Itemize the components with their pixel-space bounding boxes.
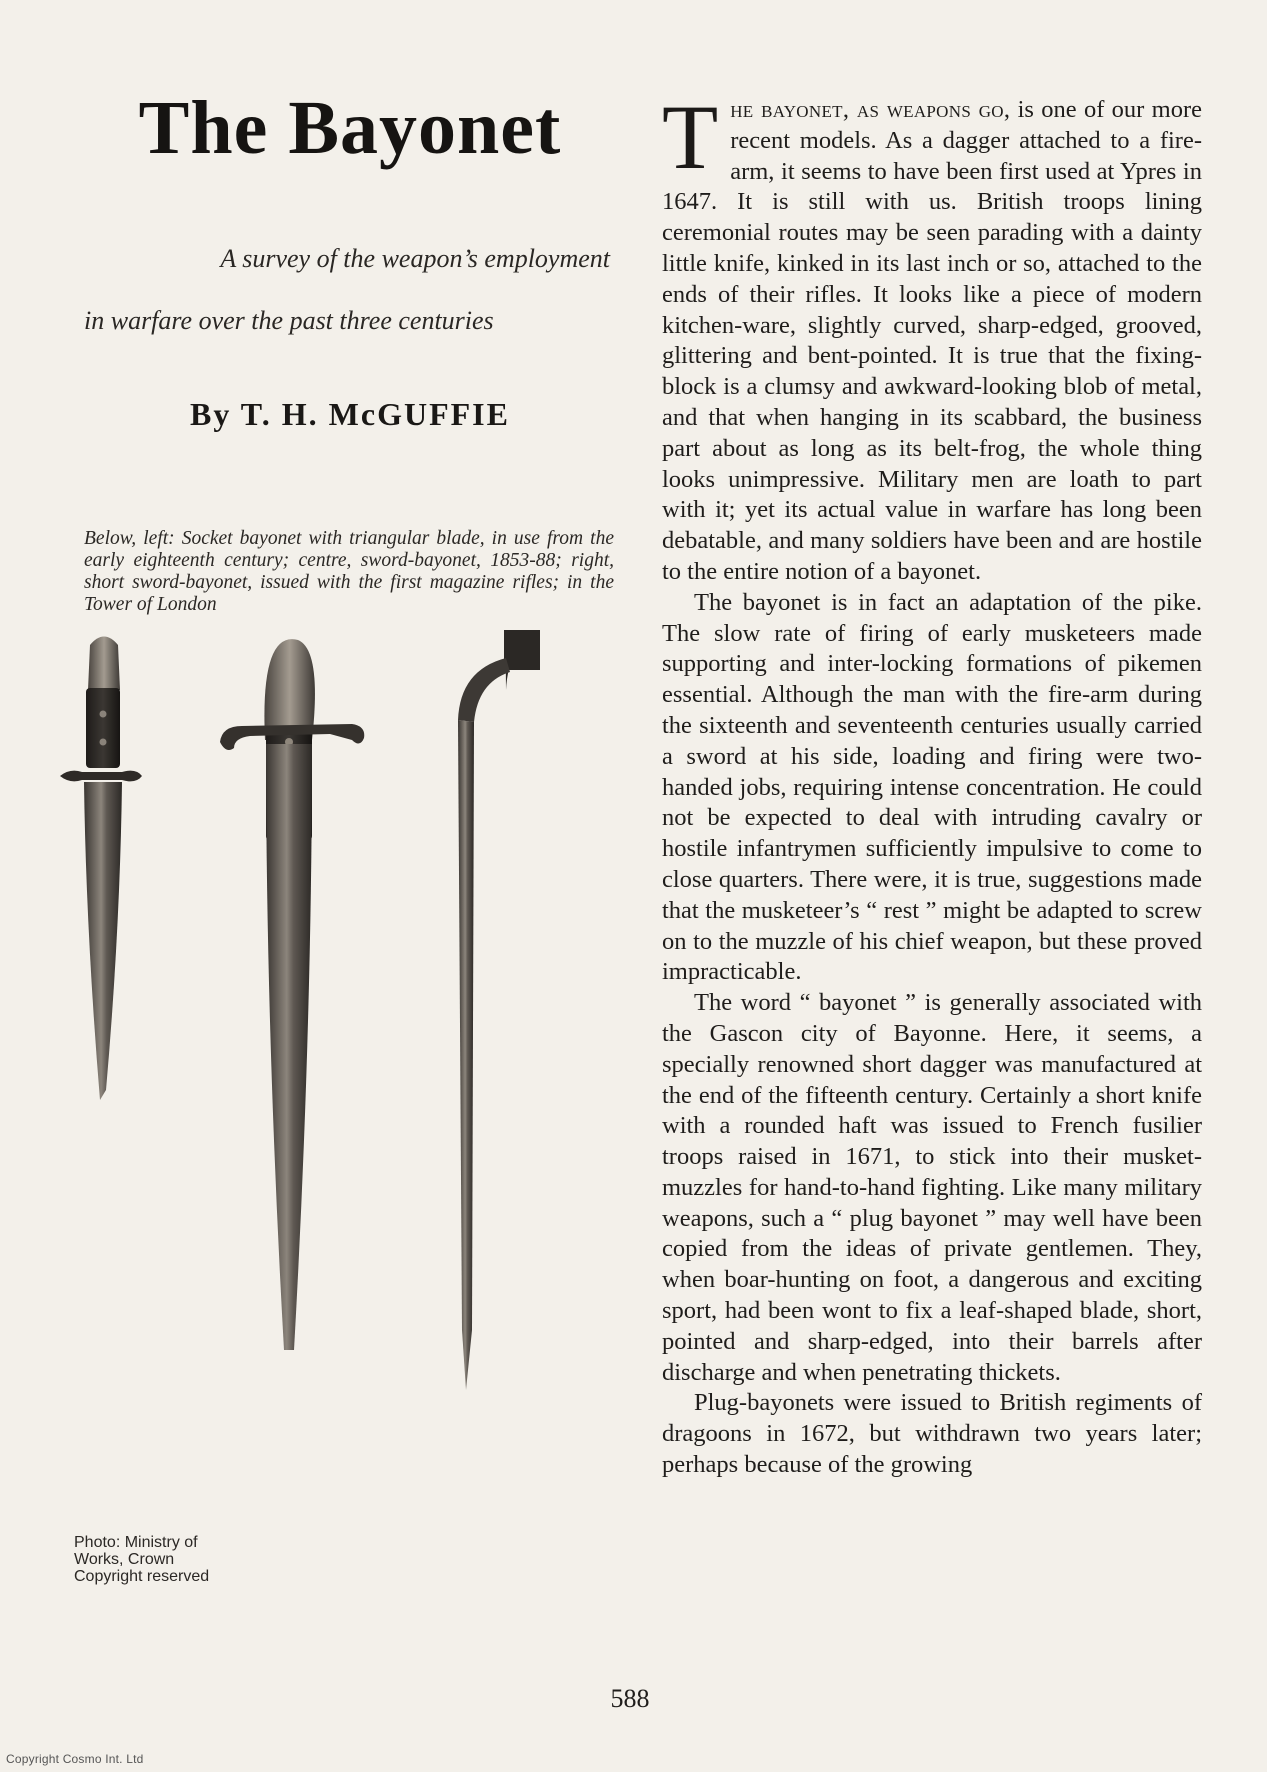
copyright-watermark: Copyright Cosmo Int. Ltd bbox=[6, 1752, 144, 1766]
bayonet-photo-svg bbox=[60, 630, 620, 1650]
page-number: 588 bbox=[610, 1684, 650, 1713]
article-subtitle bbox=[72, 228, 632, 352]
bayonet-photograph bbox=[60, 630, 620, 1650]
subtitle-line-1: A survey of the weapon’s employment bbox=[220, 244, 610, 273]
body-paragraph-2: The bayonet is in fact an adaptation of the pike. The slow rate of firing of early musketeers made supporting and inter-locking formations of pikemen essential. Although the man with the fire-arm during the sixteenth and seventeenth centuries usually carried a sword at his side, loading and firing were two-handed jobs, requiring intense concentration. He could not be expected to deal with intruding cavalry or hostile infantrymen sufficiently impulsive to come to close quarters. There were, it is true, suggestions made that the musketeer’s “ rest ” might be adapted to screw on to the muzzle of his chief weapon, but these proved impracticable. bbox=[662, 588, 1202, 986]
photo-credit-line-1: Photo: Ministry of bbox=[74, 1534, 198, 1551]
figure-caption: Below, left: Socket bayonet with triangular blade, in use from the early eighteenth century; centre, sword-bayonet, 1853-88; right, short sword-bayonet, issued with the first magazine rifles; in the Tower of London bbox=[84, 528, 614, 615]
body-paragraph-4: Plug-bayonets were issued to British regiments of dragoons in 1672, but withdrawn two years later; perhaps because of the growing bbox=[662, 1389, 1202, 1479]
subtitle-line-2: in warfare over the past three centuries bbox=[84, 306, 494, 335]
author-byline: By T. H. McGUFFIE bbox=[190, 396, 510, 432]
photo-credit bbox=[74, 1534, 254, 1585]
photo-credit-line-3: Copyright reserved bbox=[74, 1568, 210, 1585]
drop-cap: T bbox=[662, 86, 719, 188]
body-paragraph-1 bbox=[662, 86, 1202, 588]
article-body bbox=[662, 86, 1202, 1481]
body-paragraph-1-text: is one of our more recent models. As a dagger attached to a fire-arm, it seems to have been first used at Ypres in 1647. It is still with us. British troops lining ceremonial routes may be seen parading with a dainty little knife, kinked in its last inch or so, attached to the ends of their rifles. It looks like a piece of modern kitchen-ware, slightly curved, sharp-edged, grooved, glittering and bent-pointed. It is true that the fixing-block is a clumsy and awkward-looking blob of metal, and that when hanging in its scabbard, the business part about as long as its belt-frog, the whole thing looks unimpressive. Military men are loath to part with it; yet its actual value in warfare has long been debatable, and many soldiers have been and are hostile to the entire notion of a bayonet. bbox=[662, 96, 1202, 585]
sword-bayonet-left-icon bbox=[60, 637, 142, 1101]
article-title: The Bayonet bbox=[138, 86, 562, 170]
body-paragraph-3: The word “ bayonet ” is generally associated with the Gascon city of Bayonne. Here, it seems, a specially renowned short dagger was manufactured at the end of the fifteenth century. Certainly a short knife with a rounded haft was issued to French fusilier troops raised in 1671, to stick into their musket-muzzles for hand-to-hand fighting. Like many military weapons, such a “ plug bayonet ” may well have been copied from the ideas of private gentlemen. They, when boar-hunting on foot, a dangerous and exciting sport, had been wont to fix a leaf-shaped blade, short, pointed and sharp-edged, into their barrels after discharge and when penetrating thickets. bbox=[662, 989, 1202, 1386]
socket-bayonet-right-icon bbox=[458, 630, 540, 1390]
lead-in-smallcaps: he bayonet, as weapons go, bbox=[730, 96, 1011, 123]
photo-credit-line-2: Works, Crown bbox=[74, 1551, 175, 1568]
sword-bayonet-centre-icon bbox=[220, 639, 369, 1350]
